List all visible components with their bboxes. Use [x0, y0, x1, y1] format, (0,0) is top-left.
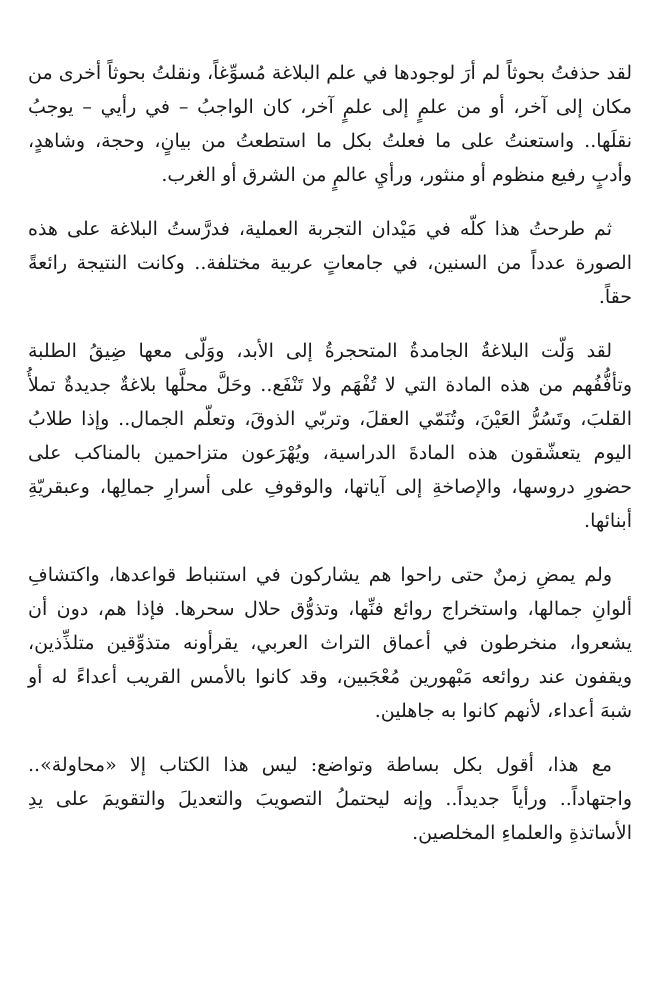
paragraph-4: ولم يمضِ زمنٌ حتى راحوا هم يشاركون في استنباط قواعدها، واكتشافِ ألوانِ جمالها، واستخراج روائع فنِّها، وتذوُّق حلال سحرها. فإذا هم، دون أن يشعروا، منخرطون في أعماق التراث العربي، يقرأونه متذوِّقين متلذِّذين، ويقفون عند روائعه مَبْهورين مُعْجَبين، وقد كانوا بالأمس القريب أعداءً له أو شبهَ أعداء، لأنهم كانوا به جاهلين. [28, 564, 632, 722]
paragraph-5: مع هذا، أقول بكل بساطة وتواضع: ليس هذا الكتاب إلا «محاولة».. واجتهاداً.. ورأياً جديداً.. وإنه ليحتملُ التصويبَ والتعديلَ والتقويمَ على يدِ الأساتذةِ والعلماءِ المخلصين. [28, 754, 632, 844]
paragraph-1: لقد حذفتُ بحوثاً لم أرَ لوجودها في علم البلاغة مُسوِّغاً، ونقلتُ بحوثاً أخرى من مكان إلى آخر، أو من علمٍ إلى علمٍ آخر، كان الواجبُ – في رأيي – يوجبُ نقلَها.. واستعنتُ على ما فعلتُ بكل ما استطعتُ من بيانٍ، وحجة، وشاهدٍ، وأدبٍ رفيع منظوم أو منثور، ورأيِ عالمٍ من الشرق أو الغرب. [28, 62, 632, 186]
paragraph-3: لقد وَلّت البلاغةُ الجامدةُ المتحجرةُ إلى الأبد، ووَلّى معها ضِيقُ الطلبة وتأفُّفُهم من هذه المادة التي لا تُفْهَم ولا تَنْفَع.. وحَلَّ محلَّها بلاغةٌ جديدةٌ تملأُ القلبَ، وتَسُرُّ العَيْنَ، وتُنَمّي العقلَ، وتربّي الذوقَ، وتعلّم الجمال.. وإذا طلابُ اليوم يتعشّقون هذه المادةَ الدراسية، ويُهْرَعون متزاحمين بالمناكب على حضورِ دروسها، والإصاخةِ إلى آياتها، والوقوفِ على أسرارِ جمالِها، وعبقريّةِ أبنائها. [28, 340, 632, 532]
document-page [28, 56, 632, 870]
paragraph-2: ثم طرحتُ هذا كلّه في مَيْدان التجربة العملية، فدرَّستُ البلاغة على هذه الصورة عدداً من السنين، في جامعاتٍ عربية مختلفة.. وكانت النتيجة رائعةً حقاً. [28, 218, 632, 308]
